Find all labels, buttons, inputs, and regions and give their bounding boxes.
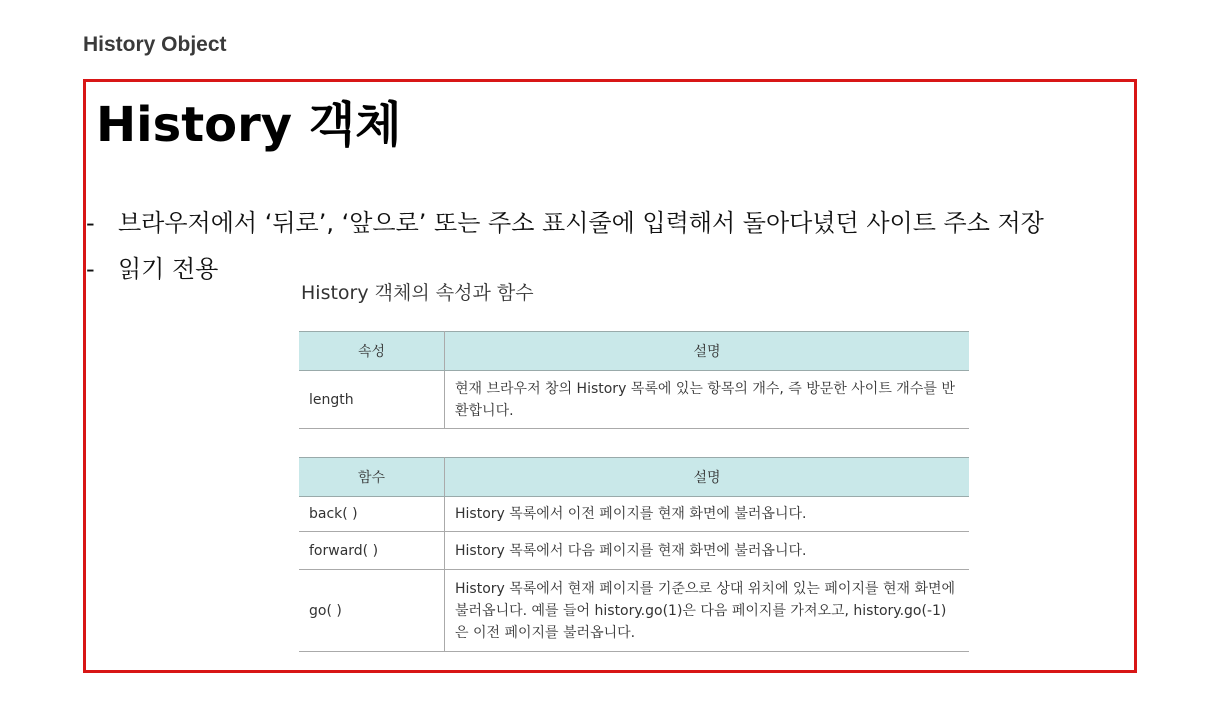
table-row [299, 570, 969, 652]
table-cell: History 목록에서 현재 페이지를 기준으로 상대 위치에 있는 페이지를 현재 화면에 불러옵니다. 예를 들어 history.go(1)은 다음 페이지를 가져오고, history.go(-1)은 이전 페이지를 불러옵니다. [445, 570, 970, 652]
bullet-text: 브라우저에서 ‘뒤로’, ‘앞으로’ 또는 주소 표시줄에 입력해서 돌아다녔던 사이트 주소 저장 [118, 209, 1044, 237]
functions-table [299, 457, 969, 652]
figure-caption: History 객체의 속성과 함수 [301, 282, 534, 304]
slide-title: History 객체 [96, 97, 402, 153]
bullet-item [86, 200, 1044, 246]
table-cell: History 목록에서 이전 페이지를 현재 화면에 불러옵니다. [445, 497, 970, 532]
table-row [299, 371, 969, 429]
table-cell: 현재 브라우저 창의 History 목록에 있는 항목의 개수, 즉 방문한 사이트 개수를 반환합니다. [445, 371, 970, 429]
table-cell: go( ) [299, 570, 445, 652]
page-caption: History Object [83, 33, 227, 56]
table-cell: back( ) [299, 497, 445, 532]
bullet-marker: - [86, 255, 95, 283]
table-cell: History 목록에서 다음 페이지를 현재 화면에 불러옵니다. [445, 532, 970, 570]
column-header: 함수 [299, 458, 445, 497]
table-cell: forward( ) [299, 532, 445, 570]
bullet-marker: - [86, 209, 95, 237]
properties-table [299, 331, 969, 429]
column-header: 설명 [445, 458, 970, 497]
table-row [299, 497, 969, 532]
bullet-text: 읽기 전용 [118, 255, 219, 283]
slide-frame [83, 79, 1137, 673]
history-figure [299, 278, 971, 652]
column-header: 설명 [445, 332, 970, 371]
table-row [299, 532, 969, 570]
table-header-row [299, 458, 969, 497]
column-header: 속성 [299, 332, 445, 371]
table-cell: length [299, 371, 445, 429]
table-header-row [299, 332, 969, 371]
